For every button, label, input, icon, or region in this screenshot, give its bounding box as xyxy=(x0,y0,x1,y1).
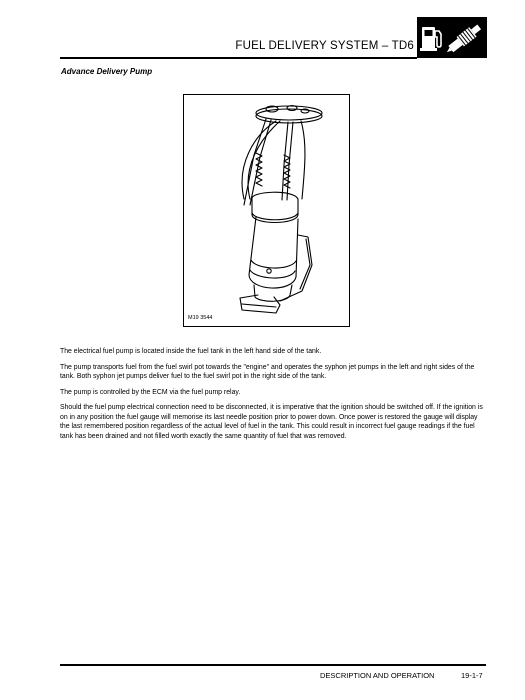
section-heading: Advance Delivery Pump xyxy=(61,67,153,76)
fuel-pump-icon xyxy=(420,27,441,51)
fuel-pump-drawing xyxy=(184,95,351,328)
header-rule xyxy=(60,57,417,59)
paragraph: The pump is controlled by the ECM via the fuel pump relay. xyxy=(60,388,241,396)
pump-illustration xyxy=(183,94,350,327)
paragraph: Should the fuel pump electrical connection need to be disconnected, it is imperative that the ignition should be switched off. If the ignition is on in any position the fuel gauge will memorise its last needle position prior to power down. Once power is restored the gauge will display the last remembered position regardless of the actual level of fuel in the tank. This could result in incorrect fuel gauge readings if the fuel tank has been drained and not filled worth exactly the same quantity of fuel that was removed. xyxy=(60,404,483,440)
paragraph: The electrical fuel pump is located inside the fuel tank in the left hand side of the tank. xyxy=(60,348,322,355)
page-title: FUEL DELIVERY SYSTEM – TD6 xyxy=(235,40,414,52)
section-badge xyxy=(417,17,487,58)
footer-rule xyxy=(60,664,486,666)
paragraph: The pump transports fuel from the fuel swirl pot towards the "engine" and operates the syphon jet pumps in the left and right sides of the tank. Both syphon jet pumps deliver fuel to the fuel swirl pot in the right side of the tank. xyxy=(60,363,475,380)
body-text xyxy=(60,347,485,447)
fuel-injector-icon xyxy=(443,22,483,57)
page-number: 19-1-7 xyxy=(461,671,483,680)
footer-section-label: DESCRIPTION AND OPERATION xyxy=(320,671,435,680)
figure-reference: M19 3544 xyxy=(188,315,213,321)
